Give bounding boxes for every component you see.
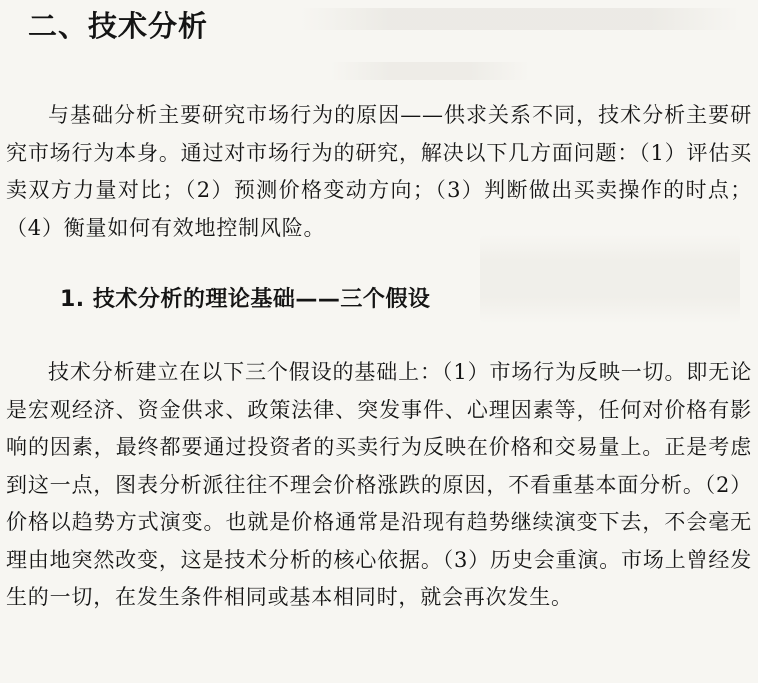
- bleed-through-shadow: [480, 234, 740, 324]
- bleed-through-shadow: [330, 62, 530, 80]
- subsection-title: 1. 技术分析的理论基础——三个假设: [60, 287, 431, 312]
- paragraph-assumptions: 技术分析建立在以下三个假设的基础上：（1）市场行为反映一切。即无论是宏观经济、资金供求、政策法律、突发事件、心理因素等，任何对价格有影响的因素，最终都要通过投资者的买卖行为反映在价格和交易量上。正是考虑到这一点，图表分析派往往不理会价格涨跌的原因，不看重基本面分析。（2）价格以趋势方式演变。也就是价格通常是沿现有趋势继续演变下去，不会毫无理由地突然改变，这是技术分析的核心依据。（3）历史会重演。市场上曾经发生的一切，在发生条件相同或基本相同时，就会再次发生。: [6, 360, 752, 609]
- paragraph-intro: 与基础分析主要研究市场行为的原因——供求关系不同，技术分析主要研究市场行为本身。通过对市场行为的研究，解决以下几方面问题：（1）评估买卖双方力量对比；（2）预测价格变动方向；（3）判断做出买卖操作的时点；（4）衡量如何有效地控制风险。: [6, 103, 752, 240]
- section-title: 二、技术分析: [28, 9, 209, 43]
- bleed-through-shadow: [300, 8, 740, 30]
